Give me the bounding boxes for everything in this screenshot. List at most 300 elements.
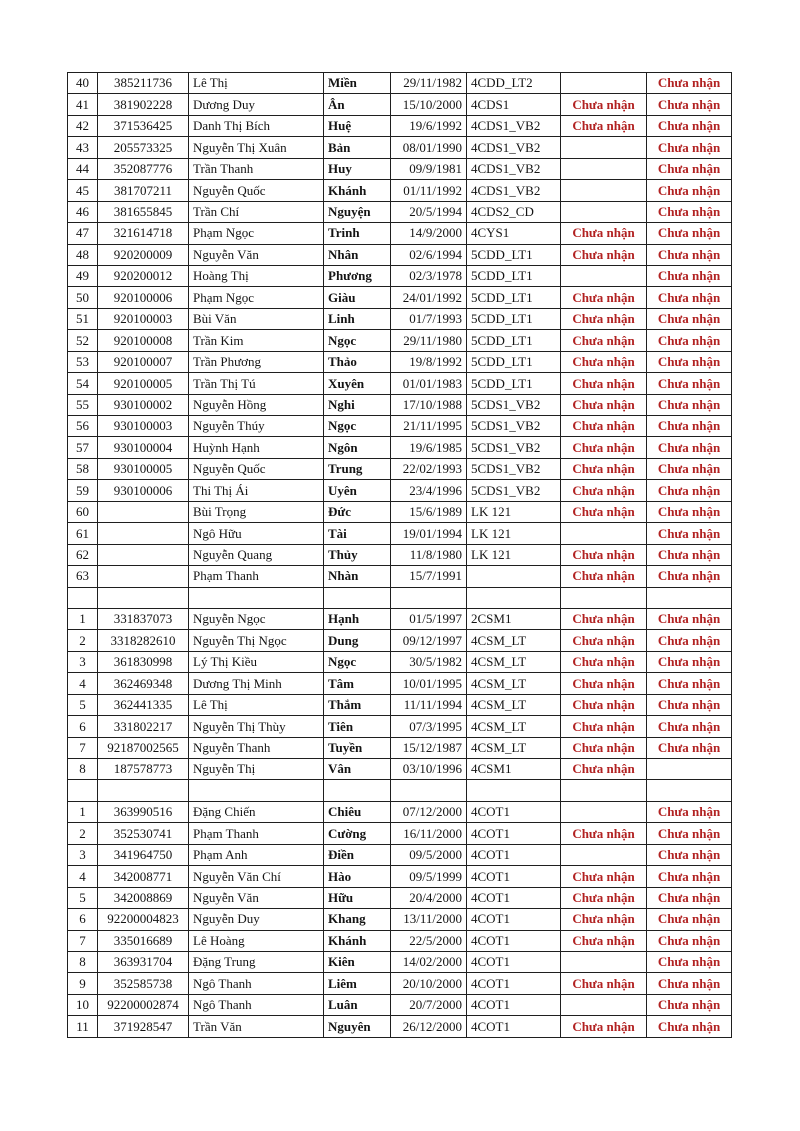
cell-dob: 21/11/1995 xyxy=(391,416,467,437)
cell-id: 352585738 xyxy=(98,973,189,994)
cell-status-1 xyxy=(561,951,647,972)
cell-id: 205573325 xyxy=(98,137,189,158)
cell-status-1: Chưa nhận xyxy=(561,287,647,308)
cell-status-1: Chưa nhận xyxy=(561,930,647,951)
cell-given-name: Nhàn xyxy=(324,566,391,587)
cell-class: 4COT1 xyxy=(467,1016,561,1037)
cell-name: Huỳnh Hạnh xyxy=(189,437,324,458)
table-row xyxy=(68,137,732,158)
cell-no: 46 xyxy=(68,201,98,222)
cell-status-1: Chưa nhận xyxy=(561,244,647,265)
cell-status-1: Chưa nhận xyxy=(561,94,647,115)
cell-status-2: Chưa nhận xyxy=(647,394,732,415)
table-row xyxy=(68,1016,732,1037)
cell-given-name: Dung xyxy=(324,630,391,651)
cell-status-2: Chưa nhận xyxy=(647,844,732,865)
empty-cell xyxy=(467,780,561,801)
cell-class: 5CDD_LT1 xyxy=(467,244,561,265)
cell-given-name: Tài xyxy=(324,523,391,544)
cell-status-2: Chưa nhận xyxy=(647,223,732,244)
cell-given-name: Vân xyxy=(324,759,391,780)
cell-no: 11 xyxy=(68,1016,98,1037)
cell-name: Nguyễn Quang xyxy=(189,544,324,565)
empty-cell xyxy=(189,587,324,608)
cell-dob: 15/6/1989 xyxy=(391,501,467,522)
cell-given-name: Liêm xyxy=(324,973,391,994)
table-row xyxy=(68,887,732,908)
cell-status-1: Chưa nhận xyxy=(561,887,647,908)
cell-no: 6 xyxy=(68,716,98,737)
cell-name: Lê Thị xyxy=(189,73,324,94)
cell-class: 5CDS1_VB2 xyxy=(467,480,561,501)
cell-name: Nguyễn Văn xyxy=(189,244,324,265)
cell-class: 4CDD_LT2 xyxy=(467,73,561,94)
cell-dob: 14/9/2000 xyxy=(391,223,467,244)
cell-class: 5CDS1_VB2 xyxy=(467,394,561,415)
cell-id xyxy=(98,501,189,522)
cell-id: 385211736 xyxy=(98,73,189,94)
cell-id: 371536425 xyxy=(98,115,189,136)
cell-status-2: Chưa nhận xyxy=(647,180,732,201)
cell-class: 2CSM1 xyxy=(467,608,561,629)
cell-status-1 xyxy=(561,523,647,544)
cell-no: 53 xyxy=(68,351,98,372)
cell-given-name: Uyên xyxy=(324,480,391,501)
cell-no: 45 xyxy=(68,180,98,201)
cell-class: 4CSM1 xyxy=(467,759,561,780)
table-row xyxy=(68,673,732,694)
cell-dob: 14/02/2000 xyxy=(391,951,467,972)
table-row xyxy=(68,437,732,458)
cell-given-name: Ân xyxy=(324,94,391,115)
cell-status-2: Chưa nhận xyxy=(647,158,732,179)
cell-dob: 20/5/1994 xyxy=(391,201,467,222)
cell-id: 920100005 xyxy=(98,373,189,394)
cell-no: 9 xyxy=(68,973,98,994)
cell-name: Đặng Trung xyxy=(189,951,324,972)
cell-dob: 19/01/1994 xyxy=(391,523,467,544)
cell-name: Trần Thị Tú xyxy=(189,373,324,394)
cell-dob: 19/6/1985 xyxy=(391,437,467,458)
cell-status-2: Chưa nhận xyxy=(647,716,732,737)
cell-class xyxy=(467,566,561,587)
cell-name: Nguyễn Văn Chí xyxy=(189,866,324,887)
cell-status-1: Chưa nhận xyxy=(561,630,647,651)
cell-dob: 19/6/1992 xyxy=(391,115,467,136)
cell-class: 5CDS1_VB2 xyxy=(467,437,561,458)
cell-dob: 03/10/1996 xyxy=(391,759,467,780)
cell-id: 335016689 xyxy=(98,930,189,951)
empty-cell xyxy=(324,587,391,608)
cell-class: 5CDD_LT1 xyxy=(467,351,561,372)
cell-no: 10 xyxy=(68,994,98,1015)
cell-status-2: Chưa nhận xyxy=(647,630,732,651)
cell-class: 4CSM_LT xyxy=(467,694,561,715)
cell-no: 42 xyxy=(68,115,98,136)
cell-dob: 02/3/1978 xyxy=(391,265,467,286)
cell-id: 363990516 xyxy=(98,801,189,822)
cell-status-2: Chưa nhận xyxy=(647,909,732,930)
cell-name: Thi Thị Ái xyxy=(189,480,324,501)
cell-status-2: Chưa nhận xyxy=(647,458,732,479)
cell-no: 4 xyxy=(68,866,98,887)
cell-dob: 01/7/1993 xyxy=(391,308,467,329)
cell-status-2: Chưa nhận xyxy=(647,694,732,715)
cell-id: 362441335 xyxy=(98,694,189,715)
cell-no: 3 xyxy=(68,844,98,865)
cell-status-1: Chưa nhận xyxy=(561,501,647,522)
cell-no: 40 xyxy=(68,73,98,94)
cell-given-name: Thủy xyxy=(324,544,391,565)
cell-status-2: Chưa nhận xyxy=(647,737,732,758)
cell-status-2: Chưa nhận xyxy=(647,608,732,629)
cell-status-1: Chưa nhận xyxy=(561,737,647,758)
cell-class: 4COT1 xyxy=(467,994,561,1015)
cell-name: Nguyễn Hồng xyxy=(189,394,324,415)
cell-no: 51 xyxy=(68,308,98,329)
cell-no: 2 xyxy=(68,823,98,844)
cell-class: 5CDD_LT1 xyxy=(467,373,561,394)
cell-status-1: Chưa nhận xyxy=(561,823,647,844)
cell-id: 930100003 xyxy=(98,416,189,437)
cell-status-2: Chưa nhận xyxy=(647,115,732,136)
table-row xyxy=(68,265,732,286)
cell-class: 4COT1 xyxy=(467,801,561,822)
cell-id: 930100005 xyxy=(98,458,189,479)
cell-status-1: Chưa nhận xyxy=(561,716,647,737)
cell-name: Ngô Thanh xyxy=(189,994,324,1015)
cell-name: Trần Văn xyxy=(189,1016,324,1037)
cell-no: 8 xyxy=(68,951,98,972)
cell-no: 7 xyxy=(68,930,98,951)
cell-given-name: Hữu xyxy=(324,887,391,908)
cell-class: 4CSM_LT xyxy=(467,737,561,758)
cell-id: 920200009 xyxy=(98,244,189,265)
cell-given-name: Giàu xyxy=(324,287,391,308)
cell-id: 920200012 xyxy=(98,265,189,286)
cell-dob: 09/9/1981 xyxy=(391,158,467,179)
cell-no: 62 xyxy=(68,544,98,565)
cell-status-1: Chưa nhận xyxy=(561,115,647,136)
cell-name: Dương Duy xyxy=(189,94,324,115)
cell-given-name: Khánh xyxy=(324,930,391,951)
table-row xyxy=(68,716,732,737)
cell-status-1: Chưa nhận xyxy=(561,437,647,458)
table-row xyxy=(68,180,732,201)
cell-no: 54 xyxy=(68,373,98,394)
cell-dob: 02/6/1994 xyxy=(391,244,467,265)
cell-class: 4CYS1 xyxy=(467,223,561,244)
cell-id: 352530741 xyxy=(98,823,189,844)
empty-cell xyxy=(98,587,189,608)
table-row xyxy=(68,351,732,372)
cell-name: Nguyễn Văn xyxy=(189,887,324,908)
cell-name: Dương Thị Minh xyxy=(189,673,324,694)
cell-dob: 19/8/1992 xyxy=(391,351,467,372)
cell-status-1 xyxy=(561,201,647,222)
table-row xyxy=(68,523,732,544)
cell-no: 5 xyxy=(68,694,98,715)
cell-name: Nguyễn Duy xyxy=(189,909,324,930)
cell-name: Phạm Thanh xyxy=(189,823,324,844)
cell-name: Trần Kim xyxy=(189,330,324,351)
cell-class: 4COT1 xyxy=(467,930,561,951)
cell-id: 342008771 xyxy=(98,866,189,887)
cell-status-2: Chưa nhận xyxy=(647,265,732,286)
cell-given-name: Ngọc xyxy=(324,330,391,351)
cell-status-1: Chưa nhận xyxy=(561,973,647,994)
cell-id: 363931704 xyxy=(98,951,189,972)
cell-given-name: Hào xyxy=(324,866,391,887)
cell-id: 321614718 xyxy=(98,223,189,244)
cell-dob: 29/11/1982 xyxy=(391,73,467,94)
cell-no: 48 xyxy=(68,244,98,265)
cell-status-2: Chưa nhận xyxy=(647,73,732,94)
cell-no: 59 xyxy=(68,480,98,501)
cell-dob: 01/01/1983 xyxy=(391,373,467,394)
empty-cell xyxy=(68,587,98,608)
cell-given-name: Chiêu xyxy=(324,801,391,822)
cell-status-1: Chưa nhận xyxy=(561,651,647,672)
cell-no: 6 xyxy=(68,909,98,930)
cell-status-2: Chưa nhận xyxy=(647,930,732,951)
cell-dob: 10/01/1995 xyxy=(391,673,467,694)
cell-class: 4COT1 xyxy=(467,887,561,908)
cell-dob: 20/10/2000 xyxy=(391,973,467,994)
cell-name: Trần Chí xyxy=(189,201,324,222)
cell-status-2: Chưa nhận xyxy=(647,501,732,522)
cell-status-1: Chưa nhận xyxy=(561,544,647,565)
cell-status-1: Chưa nhận xyxy=(561,223,647,244)
cell-class: LK 121 xyxy=(467,523,561,544)
cell-given-name: Luân xyxy=(324,994,391,1015)
cell-status-2: Chưa nhận xyxy=(647,994,732,1015)
cell-status-2: Chưa nhận xyxy=(647,330,732,351)
cell-status-2: Chưa nhận xyxy=(647,823,732,844)
cell-status-2: Chưa nhận xyxy=(647,373,732,394)
cell-status-2: Chưa nhận xyxy=(647,1016,732,1037)
table-row xyxy=(68,866,732,887)
cell-name: Ngô Thanh xyxy=(189,973,324,994)
cell-status-1: Chưa nhận xyxy=(561,351,647,372)
cell-id xyxy=(98,544,189,565)
cell-dob: 13/11/2000 xyxy=(391,909,467,930)
cell-class: 4CSM_LT xyxy=(467,673,561,694)
cell-name: Hoàng Thị xyxy=(189,265,324,286)
cell-id xyxy=(98,566,189,587)
cell-name: Đặng Chiến xyxy=(189,801,324,822)
cell-id: 92200002874 xyxy=(98,994,189,1015)
table-row xyxy=(68,759,732,780)
cell-class: 5CDD_LT1 xyxy=(467,330,561,351)
cell-class: 4CSM_LT xyxy=(467,716,561,737)
cell-id: 342008869 xyxy=(98,887,189,908)
cell-status-1 xyxy=(561,994,647,1015)
table-row xyxy=(68,201,732,222)
cell-given-name: Huy xyxy=(324,158,391,179)
cell-dob: 01/11/1992 xyxy=(391,180,467,201)
cell-status-2: Chưa nhận xyxy=(647,566,732,587)
cell-class: 5CDS1_VB2 xyxy=(467,458,561,479)
table-row xyxy=(68,844,732,865)
cell-status-1 xyxy=(561,158,647,179)
cell-name: Ngô Hữu xyxy=(189,523,324,544)
cell-status-1: Chưa nhận xyxy=(561,694,647,715)
empty-cell xyxy=(189,780,324,801)
cell-name: Nguyễn Ngọc xyxy=(189,608,324,629)
cell-status-1: Chưa nhận xyxy=(561,330,647,351)
cell-status-1: Chưa nhận xyxy=(561,909,647,930)
cell-status-2: Chưa nhận xyxy=(647,887,732,908)
empty-cell xyxy=(324,780,391,801)
cell-given-name: Ngọc xyxy=(324,416,391,437)
table-row xyxy=(68,737,732,758)
cell-name: Trần Thanh xyxy=(189,158,324,179)
cell-no: 58 xyxy=(68,458,98,479)
cell-name: Bùi Văn xyxy=(189,308,324,329)
cell-class: 4CSM_LT xyxy=(467,651,561,672)
cell-status-1: Chưa nhận xyxy=(561,866,647,887)
cell-name: Danh Thị Bích xyxy=(189,115,324,136)
cell-name: Nguyễn Thị xyxy=(189,759,324,780)
cell-status-2: Chưa nhận xyxy=(647,137,732,158)
cell-status-1: Chưa nhận xyxy=(561,480,647,501)
cell-class: 5CDS1_VB2 xyxy=(467,416,561,437)
cell-id: 362469348 xyxy=(98,673,189,694)
table-row xyxy=(68,630,732,651)
cell-id: 381655845 xyxy=(98,201,189,222)
cell-class: 4CSM_LT xyxy=(467,630,561,651)
cell-class: 5CDD_LT1 xyxy=(467,308,561,329)
cell-given-name: Tâm xyxy=(324,673,391,694)
empty-cell xyxy=(391,587,467,608)
cell-no: 50 xyxy=(68,287,98,308)
cell-status-1: Chưa nhận xyxy=(561,759,647,780)
separator-row xyxy=(68,780,732,801)
cell-status-2 xyxy=(647,759,732,780)
cell-given-name: Phương xyxy=(324,265,391,286)
cell-no: 1 xyxy=(68,608,98,629)
cell-class: 4CDS2_CD xyxy=(467,201,561,222)
cell-status-2: Chưa nhận xyxy=(647,244,732,265)
cell-class: LK 121 xyxy=(467,544,561,565)
cell-class: 4CDS1_VB2 xyxy=(467,158,561,179)
cell-class: 4COT1 xyxy=(467,909,561,930)
cell-dob: 20/4/2000 xyxy=(391,887,467,908)
cell-status-2: Chưa nhận xyxy=(647,308,732,329)
table-row xyxy=(68,951,732,972)
cell-name: Phạm Ngọc xyxy=(189,223,324,244)
cell-id: 92200004823 xyxy=(98,909,189,930)
cell-status-1: Chưa nhận xyxy=(561,566,647,587)
cell-id: 341964750 xyxy=(98,844,189,865)
empty-cell xyxy=(647,780,732,801)
table-row xyxy=(68,73,732,94)
cell-status-1: Chưa nhận xyxy=(561,416,647,437)
cell-given-name: Bản xyxy=(324,137,391,158)
cell-given-name: Nguyện xyxy=(324,201,391,222)
cell-given-name: Tiên xyxy=(324,716,391,737)
cell-no: 41 xyxy=(68,94,98,115)
empty-cell xyxy=(647,587,732,608)
cell-given-name: Nghi xyxy=(324,394,391,415)
cell-dob: 15/7/1991 xyxy=(391,566,467,587)
cell-dob: 23/4/1996 xyxy=(391,480,467,501)
cell-given-name: Xuyên xyxy=(324,373,391,394)
empty-cell xyxy=(391,780,467,801)
cell-id: 930100006 xyxy=(98,480,189,501)
cell-id: 3318282610 xyxy=(98,630,189,651)
empty-cell xyxy=(98,780,189,801)
cell-status-1: Chưa nhận xyxy=(561,608,647,629)
cell-no: 4 xyxy=(68,673,98,694)
table-row xyxy=(68,115,732,136)
cell-given-name: Thắm xyxy=(324,694,391,715)
cell-id xyxy=(98,523,189,544)
separator-row xyxy=(68,587,732,608)
student-roster-table xyxy=(67,72,732,1038)
cell-id: 920100003 xyxy=(98,308,189,329)
cell-status-2: Chưa nhận xyxy=(647,287,732,308)
cell-class: 4CDS1_VB2 xyxy=(467,137,561,158)
cell-dob: 16/11/2000 xyxy=(391,823,467,844)
cell-no: 44 xyxy=(68,158,98,179)
cell-dob: 24/01/1992 xyxy=(391,287,467,308)
cell-dob: 11/8/1980 xyxy=(391,544,467,565)
cell-status-2: Chưa nhận xyxy=(647,94,732,115)
table-row xyxy=(68,308,732,329)
cell-status-2: Chưa nhận xyxy=(647,416,732,437)
cell-name: Nguyễn Thúy xyxy=(189,416,324,437)
cell-status-1 xyxy=(561,73,647,94)
table-row xyxy=(68,416,732,437)
cell-status-1: Chưa nhận xyxy=(561,373,647,394)
cell-given-name: Thảo xyxy=(324,351,391,372)
cell-no: 8 xyxy=(68,759,98,780)
cell-class: 4COT1 xyxy=(467,844,561,865)
cell-dob: 09/12/1997 xyxy=(391,630,467,651)
cell-name: Lê Thị xyxy=(189,694,324,715)
cell-dob: 09/5/1999 xyxy=(391,866,467,887)
cell-status-1: Chưa nhận xyxy=(561,673,647,694)
cell-id: 331802217 xyxy=(98,716,189,737)
cell-class: 4COT1 xyxy=(467,866,561,887)
cell-status-2: Chưa nhận xyxy=(647,544,732,565)
empty-cell xyxy=(467,587,561,608)
cell-no: 5 xyxy=(68,887,98,908)
cell-given-name: Miền xyxy=(324,73,391,94)
cell-class: LK 121 xyxy=(467,501,561,522)
cell-dob: 26/12/2000 xyxy=(391,1016,467,1037)
cell-no: 61 xyxy=(68,523,98,544)
cell-no: 52 xyxy=(68,330,98,351)
cell-given-name: Nguyên xyxy=(324,1016,391,1037)
table-row xyxy=(68,801,732,822)
cell-name: Lê Hoàng xyxy=(189,930,324,951)
cell-id: 930100002 xyxy=(98,394,189,415)
table-row xyxy=(68,544,732,565)
table-row xyxy=(68,694,732,715)
cell-no: 60 xyxy=(68,501,98,522)
table-row xyxy=(68,909,732,930)
cell-class: 4COT1 xyxy=(467,973,561,994)
table-row xyxy=(68,458,732,479)
cell-given-name: Kiên xyxy=(324,951,391,972)
cell-dob: 15/12/1987 xyxy=(391,737,467,758)
cell-status-2: Chưa nhận xyxy=(647,201,732,222)
table-row xyxy=(68,608,732,629)
cell-dob: 15/10/2000 xyxy=(391,94,467,115)
